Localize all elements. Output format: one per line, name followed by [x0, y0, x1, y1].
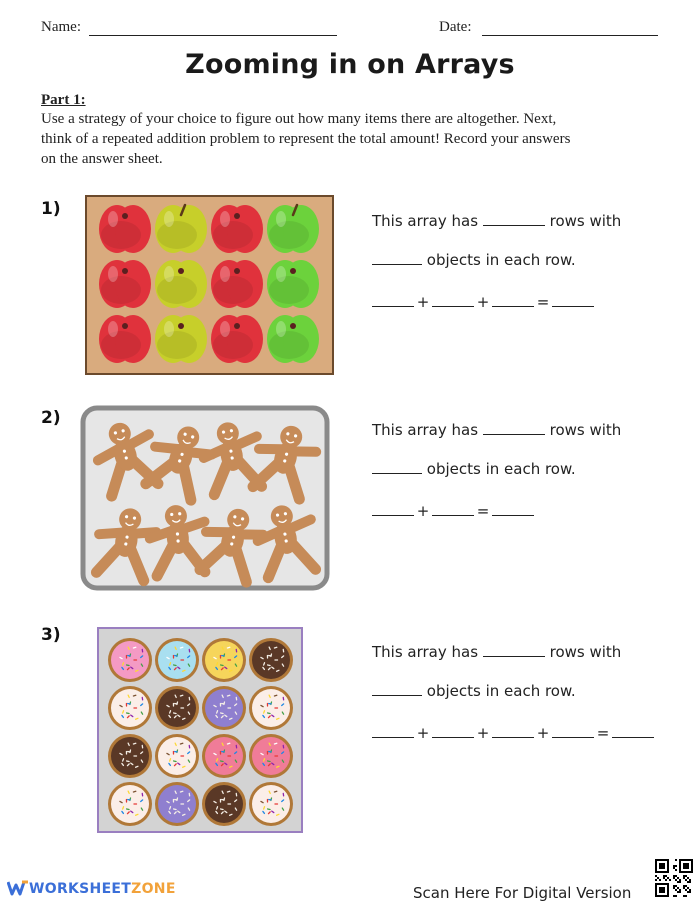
- donut: [108, 686, 152, 730]
- plus-sign: +: [476, 724, 490, 742]
- addition-equation: [372, 723, 654, 742]
- donut: [155, 686, 199, 730]
- part-label: Part 1:: [41, 92, 86, 108]
- rows-prefix-text: This array has: [372, 421, 479, 439]
- sum-blank[interactable]: [492, 501, 534, 516]
- question-number: 3): [41, 625, 61, 645]
- apple: [267, 205, 319, 253]
- name-field[interactable]: [89, 35, 337, 36]
- addend-blank[interactable]: [372, 292, 414, 307]
- apple: [155, 315, 207, 363]
- plus-sign: +: [476, 293, 490, 311]
- donut: [202, 734, 246, 778]
- question-line-objects: [372, 681, 576, 700]
- rows-suffix-text: rows with: [549, 421, 622, 439]
- addend-blank[interactable]: [492, 723, 534, 738]
- donut: [202, 782, 246, 826]
- donut: [108, 734, 152, 778]
- date-field[interactable]: [482, 35, 658, 36]
- apple: [211, 260, 263, 308]
- plus-sign: +: [416, 502, 430, 520]
- logo-w-icon: [7, 880, 29, 896]
- objects-blank[interactable]: [372, 681, 422, 696]
- donut-array-picture: [97, 627, 303, 833]
- sum-blank[interactable]: [552, 292, 594, 307]
- donut: [249, 638, 293, 682]
- plus-sign: +: [416, 293, 430, 311]
- apple: [99, 205, 151, 253]
- plus-sign: +: [416, 724, 430, 742]
- date-label: Date:: [439, 19, 472, 35]
- sum-blank[interactable]: [612, 723, 654, 738]
- donut: [155, 782, 199, 826]
- objects-blank[interactable]: [372, 459, 422, 474]
- equals-sign: =: [476, 502, 490, 520]
- donut: [202, 686, 246, 730]
- worksheetzone-logo[interactable]: [7, 880, 176, 897]
- apple: [211, 205, 263, 253]
- donut: [108, 638, 152, 682]
- question-number: 1): [41, 199, 61, 219]
- addend-blank[interactable]: [432, 723, 474, 738]
- apple-array-picture: [85, 195, 334, 375]
- rows-blank[interactable]: [483, 211, 545, 226]
- addition-equation: [372, 292, 594, 311]
- addend-blank[interactable]: [372, 723, 414, 738]
- rows-prefix-text: This array has: [372, 212, 479, 230]
- plus-sign: +: [536, 724, 550, 742]
- question-line-rows: [372, 420, 621, 439]
- addition-equation: [372, 501, 534, 520]
- addend-blank[interactable]: [492, 292, 534, 307]
- qr-code-icon[interactable]: [655, 859, 693, 897]
- question-line-rows: [372, 211, 621, 230]
- apple: [155, 205, 207, 253]
- donut: [202, 638, 246, 682]
- gingerbread-array-picture: [80, 405, 330, 591]
- apple: [99, 260, 151, 308]
- rows-blank[interactable]: [483, 420, 545, 435]
- name-label: Name:: [41, 19, 81, 35]
- donut: [155, 638, 199, 682]
- logo-text-zone: ZONE: [131, 881, 176, 897]
- apple: [267, 260, 319, 308]
- addend-blank[interactable]: [432, 501, 474, 516]
- instructions: Use a strategy of your choice to figure out how many items there are altogether. Next, think of a repeated addition problem to represent the total amount! Record your answers on the answer sheet.: [41, 111, 571, 167]
- addend-blank[interactable]: [552, 723, 594, 738]
- apple: [99, 315, 151, 363]
- apple: [267, 315, 319, 363]
- rows-suffix-text: rows with: [549, 643, 622, 661]
- question-line-rows: [372, 642, 621, 661]
- addend-blank[interactable]: [432, 292, 474, 307]
- equals-sign: =: [536, 293, 550, 311]
- rows-blank[interactable]: [483, 642, 545, 657]
- apple: [211, 315, 263, 363]
- objects-text: objects in each row.: [426, 460, 576, 478]
- objects-blank[interactable]: [372, 250, 422, 265]
- page-title: Zooming in on Arrays: [185, 49, 515, 80]
- donut: [108, 782, 152, 826]
- donut: [249, 782, 293, 826]
- donut: [249, 734, 293, 778]
- objects-text: objects in each row.: [426, 682, 576, 700]
- rows-prefix-text: This array has: [372, 643, 479, 661]
- question-number: 2): [41, 408, 61, 428]
- donut: [249, 686, 293, 730]
- donut: [155, 734, 199, 778]
- scan-caption: Scan Here For Digital Version: [413, 884, 632, 902]
- rows-suffix-text: rows with: [549, 212, 622, 230]
- question-line-objects: [372, 459, 576, 478]
- objects-text: objects in each row.: [426, 251, 576, 269]
- question-line-objects: [372, 250, 576, 269]
- apple: [155, 260, 207, 308]
- logo-text-worksheet: WORKSHEET: [29, 881, 132, 897]
- equals-sign: =: [596, 724, 610, 742]
- addend-blank[interactable]: [372, 501, 414, 516]
